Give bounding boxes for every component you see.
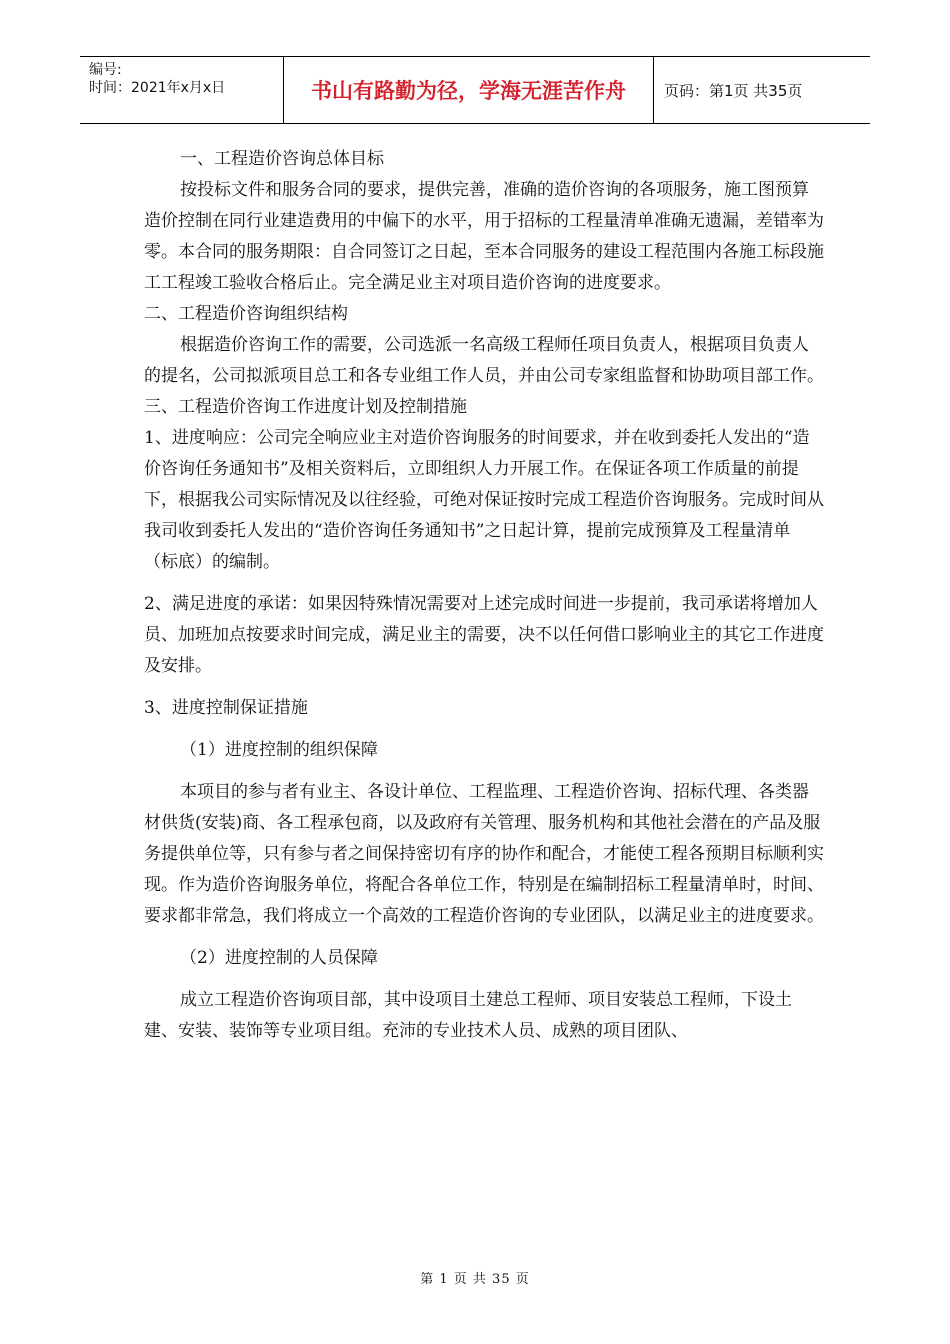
subsection-heading: 3、进度控制保证措施 <box>144 698 308 718</box>
header-page-info: 页码：第1页 共35页 <box>664 81 803 100</box>
body-paragraph: 1、进度响应：公司完全响应业主对造价咨询服务的时间要求，并在收到委托人发出的“造价咨询任务通知书”及相关资料后，立即组织人力开展工作。在保证各项工作质量的前提下，根据我公司实际情况及以往经验，可绝对保证按时完成工程造价咨询服务。完成时间从我司收到委托人发出的“造价咨询任务通知书”之日起计算，提前完成预算及工程量清单（标底）的编制。 <box>144 428 824 572</box>
section-heading-1: 一、工程造价咨询总体目标 <box>180 149 384 169</box>
subsection-heading: （2）进度控制的人员保障 <box>180 948 378 968</box>
body-paragraph: 按投标文件和服务合同的要求，提供完善，准确的造价咨询的各项服务，施工图预算造价控制在同行业建造费用的中偏下的水平，用于招标的工程量清单准确无遗漏，差错率为零。本合同的服务期限：自合同签订之日起，至本合同服务的建设工程范围内各施工标段施工工程竣工验收合格后止。完全满足业主对项目造价咨询的进度要求。 <box>144 180 824 293</box>
header-meta <box>80 57 284 123</box>
section-heading-3: 三、工程造价咨询工作进度计划及控制措施 <box>144 397 467 417</box>
document-body <box>144 144 824 1047</box>
body-paragraph: 2、满足进度的承诺：如果因特殊情况需要对上述完成时间进一步提前，我司承诺将增加人员、加班加点按要求时间完成，满足业主的需要，决不以任何借口影响业主的其它工作进度及安排。 <box>144 594 824 676</box>
body-paragraph: 根据造价咨询工作的需要，公司选派一名高级工程师任项目负责人，根据项目负责人的提名，公司拟派项目总工和各专业组工作人员，并由公司专家组监督和协助项目部工作。 <box>144 335 824 386</box>
subsection-heading: （1）进度控制的组织保障 <box>180 740 378 760</box>
header-motto: 书山有路勤为径，学海无涯苦作舟 <box>284 57 654 123</box>
page-header <box>80 56 870 124</box>
page-footer: 第 1 页 共 35 页 <box>420 1272 530 1287</box>
body-paragraph: 本项目的参与者有业主、各设计单位、工程监理、工程造价咨询、招标代理、各类器材供货(安装)商、各工程承包商，以及政府有关管理、服务机构和其他社会潜在的产品及服务提供单位等，只有参与者之间保持密切有序的协作和配合，才能使工程各预期目标顺利实现。作为造价咨询服务单位，将配合各单位工作，特别是在编制招标工程量清单时，时间、要求都非常急，我们将成立一个高效的工程造价咨询的专业团队，以满足业主的进度要求。 <box>144 782 824 926</box>
section-heading-2: 二、工程造价咨询组织结构 <box>144 304 348 324</box>
document-number-label: 编号: <box>89 62 122 78</box>
document-date-label: 时间：2021年x月x日 <box>89 80 226 96</box>
body-paragraph: 成立工程造价咨询项目部，其中设项目土建总工程师、项目安装总工程师，下设土建、安装、装饰等专业项目组。充沛的专业技术人员、成熟的项目团队、 <box>144 990 792 1041</box>
